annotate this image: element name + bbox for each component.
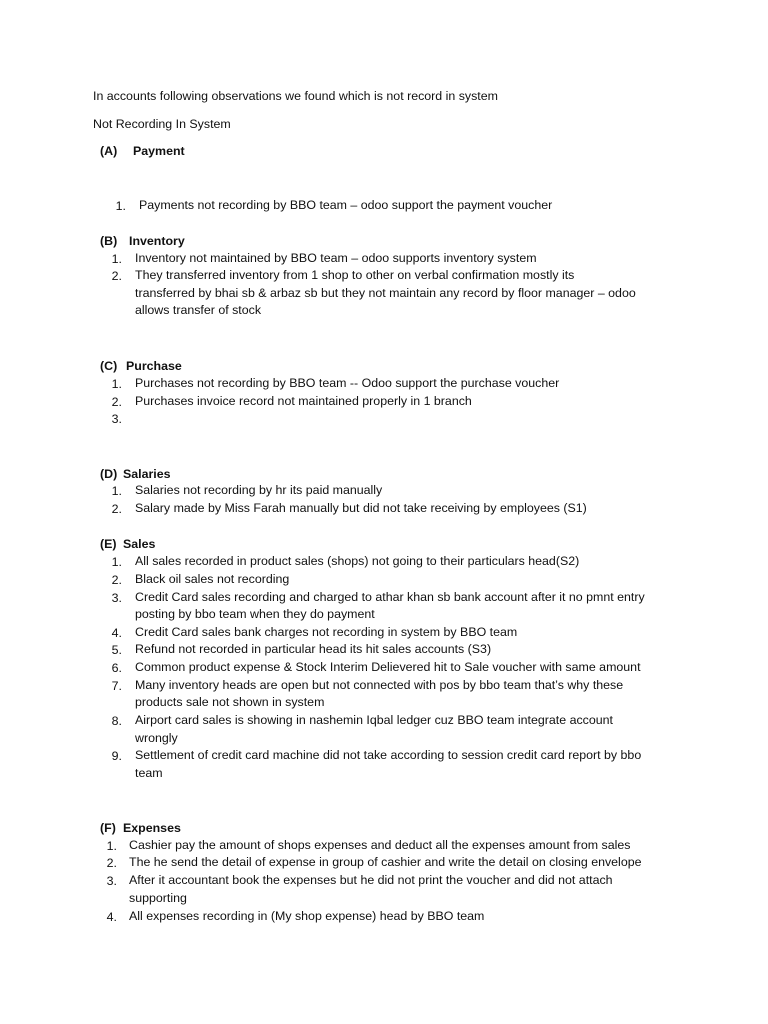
section-a-letter: (A)	[100, 144, 118, 158]
section-e-letter: (E)	[100, 537, 117, 551]
e-item-8-line-2: wrongly	[135, 731, 178, 745]
section-d-title: Salaries	[123, 467, 171, 481]
e-item-6-line-1: Common product expense & Stock Interim Delievered hit to Sale voucher with same amount	[135, 660, 641, 674]
e-item-4-line-1: Credit Card sales bank charges not recording in system by BBO team	[135, 625, 518, 639]
b-item-2-line-3: allows transfer of stock	[135, 303, 262, 317]
f-item-4-number: 4.	[106, 910, 117, 924]
e-item-6-number: 6.	[111, 661, 122, 675]
section-b-letter: (B)	[100, 234, 118, 248]
f-item-3-number: 3.	[106, 874, 117, 888]
section-c-title: Purchase	[126, 359, 182, 373]
c-item-1-number: 1.	[111, 377, 122, 391]
d-item-1-line-1: Salaries not recording by hr its paid manually	[135, 483, 383, 497]
e-item-8-number: 8.	[111, 714, 122, 728]
e-item-1-number: 1.	[111, 555, 122, 569]
e-item-2-number: 2.	[111, 573, 122, 587]
f-item-3-line-2: supporting	[129, 891, 187, 905]
f-item-2-line-1: The he send the detail of expense in group of cashier and write the detail on closing envelope	[129, 855, 642, 869]
b-item-1-line-1: Inventory not maintained by BBO team – odoo supports inventory system	[135, 251, 537, 265]
intro-text: In accounts following observations we found which is not record in system	[93, 89, 498, 103]
e-item-9-line-1: Settlement of credit card machine did not take according to session credit card report by bbo	[135, 748, 642, 762]
e-item-4-number: 4.	[111, 626, 122, 640]
section-f-letter: (F)	[100, 821, 116, 835]
b-item-1-number: 1.	[111, 252, 122, 266]
e-item-3-line-2: posting by bbo team when they do payment	[135, 607, 375, 621]
section-c-letter: (C)	[100, 359, 118, 373]
d-item-1-number: 1.	[111, 484, 122, 498]
c-item-1-line-1: Purchases not recording by BBO team -- Odoo support the purchase voucher	[135, 376, 560, 390]
b-item-2-line-2: transferred by bhai sb & arbaz sb but they not maintain any record by floor manager – odoo	[135, 286, 636, 300]
b-item-2-line-1: They transferred inventory from 1 shop to other on verbal confirmation mostly its	[135, 268, 575, 282]
e-item-9-number: 9.	[111, 749, 122, 763]
d-item-2-line-1: Salary made by Miss Farah manually but did not take receiving by employees (S1)	[135, 501, 587, 515]
c-item-3-number: 3.	[111, 412, 122, 426]
a-item-1-number: 1.	[115, 199, 126, 213]
subtitle: Not Recording In System	[93, 117, 231, 131]
f-item-1-number: 1.	[106, 839, 117, 853]
c-item-2-line-1: Purchases invoice record not maintained properly in 1 branch	[135, 394, 472, 408]
section-e-title: Sales	[123, 537, 156, 551]
e-item-7-line-1: Many inventory heads are open but not connected with pos by bbo team that’s why these	[135, 678, 624, 692]
e-item-9-line-2: team	[135, 766, 163, 780]
e-item-2-line-1: Black oil sales not recording	[135, 572, 290, 586]
e-item-3-line-1: Credit Card sales recording and charged to athar khan sb bank account after it no pmnt entry	[135, 590, 645, 604]
e-item-5-line-1: Refund not recorded in particular head its hit sales accounts (S3)	[135, 642, 492, 656]
a-item-1-line-1: Payments not recording by BBO team – odoo support the payment voucher	[139, 198, 553, 212]
f-item-1-line-1: Cashier pay the amount of shops expenses and deduct all the expenses amount from sales	[129, 838, 631, 852]
section-a-title: Payment	[133, 144, 185, 158]
f-item-2-number: 2.	[106, 856, 117, 870]
d-item-2-number: 2.	[111, 502, 122, 516]
section-d-letter: (D)	[100, 467, 118, 481]
f-item-4-line-1: All expenses recording in (My shop expense) head by BBO team	[129, 909, 485, 923]
e-item-3-number: 3.	[111, 591, 122, 605]
e-item-5-number: 5.	[111, 643, 122, 657]
section-f-title: Expenses	[123, 821, 181, 835]
b-item-2-number: 2.	[111, 269, 122, 283]
e-item-8-line-1: Airport card sales is showing in nashemin Iqbal ledger cuz BBO team integrate account	[135, 713, 613, 727]
section-b-title: Inventory	[129, 234, 185, 248]
e-item-7-number: 7.	[111, 679, 122, 693]
f-item-3-line-1: After it accountant book the expenses but he did not print the voucher and did not attach	[129, 873, 613, 887]
e-item-7-line-2: products sale not shown in system	[135, 695, 325, 709]
e-item-1-line-1: All sales recorded in product sales (shops) not going to their particulars head(S2)	[135, 554, 580, 568]
c-item-2-number: 2.	[111, 395, 122, 409]
